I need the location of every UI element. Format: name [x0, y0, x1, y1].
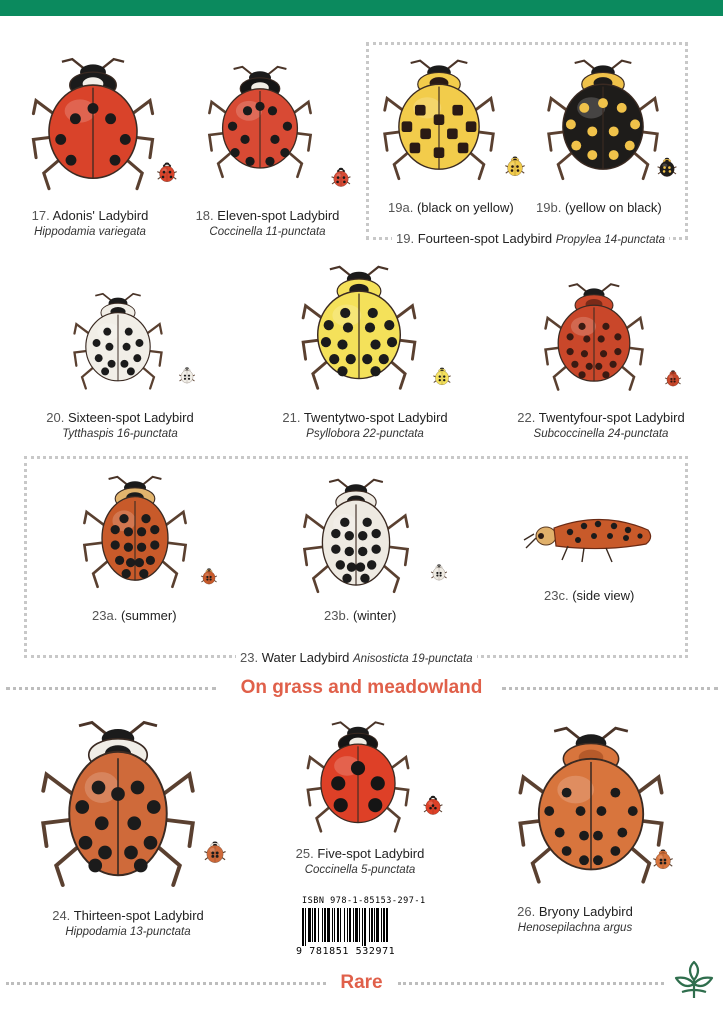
- ladybird-24-lifesize-icon: [203, 838, 227, 868]
- ladybird-21-illustration: [296, 262, 422, 398]
- caption-19: 19. Fourteen-spot Ladybird Propylea 14-punctata: [392, 231, 669, 246]
- caption-19a: 19a. (black on yellow): [388, 200, 514, 215]
- caption-23b: 23b. (winter): [324, 608, 397, 623]
- ladybird-23b-lifesize-icon: [430, 562, 448, 584]
- section-heading-grass: [0, 677, 723, 699]
- caption-22: 22. Twentyfour-spot Ladybird Subcoccinella 24-punctata: [517, 410, 685, 440]
- caption-18: 18. Eleven-spot Ladybird Coccinella 11-punctata: [195, 208, 340, 238]
- isbn-text: ISBN 978-1-85153-297-1: [302, 896, 426, 906]
- caption-19b: 19b. (yellow on black): [536, 200, 662, 215]
- ladybird-25-lifesize-icon: [422, 794, 444, 818]
- ladybird-17-lifesize-icon: [156, 160, 178, 186]
- ladybird-19a-lifesize-icon: [504, 154, 526, 180]
- ladybird-22-illustration: [540, 280, 648, 398]
- ladybird-19b-illustration: [544, 52, 662, 192]
- ladybird-23a-lifesize-icon: [200, 566, 218, 588]
- caption-26: 26. Bryony Ladybird Henosepilachna argus: [517, 904, 633, 934]
- ladybird-22-lifesize-icon: [664, 368, 682, 390]
- section-title-grass: On grass and meadowland: [240, 677, 483, 698]
- caption-24: 24. Thirteen-spot Ladybird Hippodamia 13-punctata: [52, 908, 204, 938]
- caption-25: 25. Five-spot Ladybird Coccinella 5-punctata: [295, 846, 425, 876]
- barcode-digits: 9 781851 532971: [296, 946, 396, 957]
- ladybird-18-lifesize-icon: [330, 166, 352, 190]
- ladybird-25-illustration: [300, 718, 416, 840]
- section-divider-right: [398, 982, 664, 985]
- ladybird-26-lifesize-icon: [652, 846, 674, 874]
- isbn-barcode: [296, 896, 428, 962]
- section-divider-right: [502, 687, 718, 690]
- leaf-logo-icon: [672, 958, 716, 1002]
- ladybird-18-illustration: [205, 60, 315, 188]
- ladybird-26-illustration: [510, 722, 672, 894]
- caption-17: 17. Adonis' Ladybird Hippodamia variegata: [31, 208, 149, 238]
- ladybird-19a-illustration: [380, 52, 498, 192]
- barcode-bars: [300, 908, 424, 946]
- ladybird-23a-illustration: [80, 470, 190, 598]
- ladybird-21-lifesize-icon: [432, 366, 452, 388]
- caption-23: 23. Water Ladybird Anisosticta 19-punctata: [236, 650, 477, 665]
- ladybird-20-lifesize-icon: [178, 366, 196, 386]
- top-color-bar: [0, 0, 723, 16]
- ladybird-23b-illustration: [300, 474, 412, 602]
- ladybird-24-illustration: [36, 716, 200, 898]
- ladybird-19b-lifesize-icon: [656, 156, 678, 180]
- section-heading-rare: [0, 972, 723, 994]
- ladybird-17-illustration: [18, 54, 168, 199]
- section-title-rare: Rare: [340, 972, 383, 993]
- caption-23c: 23c. (side view): [544, 588, 635, 603]
- caption-23a: 23a. (summer): [92, 608, 177, 623]
- ladybird-23c-side-view-illustration: [522, 504, 660, 568]
- caption-20: 20. Sixteen-spot Ladybird Tytthaspis 16-punctata: [46, 410, 194, 440]
- caption-21: 21. Twentytwo-spot Ladybird Psyllobora 22-punctata: [282, 410, 448, 440]
- ladybird-20-illustration: [68, 290, 168, 396]
